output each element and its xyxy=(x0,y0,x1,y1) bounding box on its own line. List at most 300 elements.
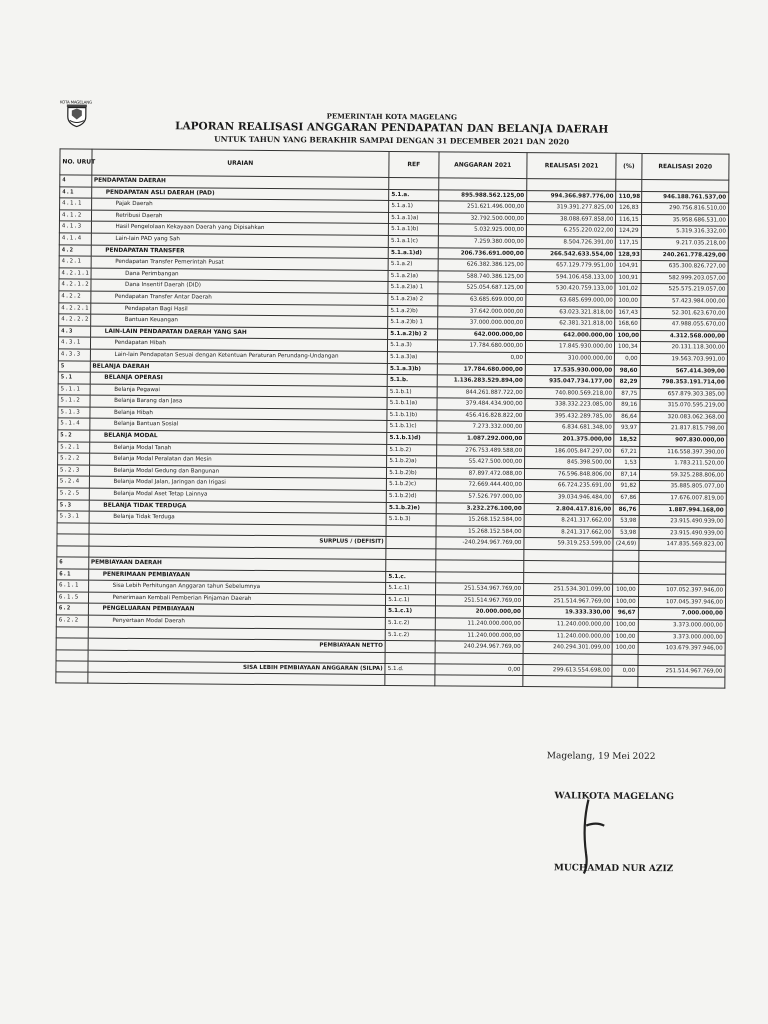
row-no: 5 xyxy=(58,360,90,372)
row-realisasi-2021: 657.129.779.951,00 xyxy=(526,260,615,272)
signature-place-date: Magelang, 19 Mei 2022 xyxy=(546,751,656,763)
row-realisasi-2020: 567.414.309,00 xyxy=(640,365,727,377)
row-anggaran-2021 xyxy=(435,549,523,561)
row-realisasi-2021: 310.000.000,00 xyxy=(525,352,614,364)
row-realisasi-2020 xyxy=(641,179,728,191)
row-ref: 5.1.a.2) xyxy=(388,259,438,271)
row-no: 5.3.1 xyxy=(57,511,89,523)
row-uraian: Pajak Daerah xyxy=(91,198,389,212)
row-uraian: Hasil Pengelolaan Kekayaan Daerah yang Dipisahkan xyxy=(91,222,389,236)
row-percent: 126,83 xyxy=(616,202,641,214)
row-ref: 5.1.c.1) xyxy=(386,606,436,618)
row-realisasi-2021: 8.504.726.391,00 xyxy=(526,237,615,249)
row-percent: 117,15 xyxy=(616,237,641,249)
row-anggaran-2021 xyxy=(435,571,523,583)
row-anggaran-2021: -240.294.967.769,00 xyxy=(436,537,524,549)
row-no: 5.2.1 xyxy=(58,442,90,454)
row-realisasi-2021: 11.240.000.000,00 xyxy=(523,630,612,642)
row-realisasi-2021: 63.023.321.818,00 xyxy=(526,306,615,318)
row-anggaran-2021: 206.736.691.000,00 xyxy=(438,247,526,259)
row-realisasi-2021: 994.366.987.776,00 xyxy=(527,190,616,202)
row-realisasi-2020: 23.915.490.939,00 xyxy=(639,527,726,539)
row-anggaran-2021: 63.685.699.000,00 xyxy=(437,294,525,306)
row-percent: 101,02 xyxy=(615,284,640,296)
row-ref: 5.1.b.1) xyxy=(387,386,437,398)
row-anggaran-2021: 1.136.283.529.894,00 xyxy=(437,375,525,387)
row-realisasi-2021: 8.241.317.662,00 xyxy=(524,526,613,538)
row-ref: 5.1.a.2)a) 1 xyxy=(388,282,438,294)
row-no: 5.2.5 xyxy=(57,488,89,500)
row-realisasi-2020: 3.373.000.000,00 xyxy=(638,619,725,631)
row-realisasi-2020: 147.835.569.823,00 xyxy=(639,539,726,551)
row-realisasi-2021: 66.724.235.691,00 xyxy=(524,480,613,492)
row-realisasi-2020: 21.817.815.798,00 xyxy=(639,423,726,435)
row-percent xyxy=(616,179,641,191)
row-ref: 5.1.a.1)d) xyxy=(388,247,438,259)
row-uraian: Dana Insentif Daerah (DID) xyxy=(90,279,388,293)
row-percent: 18,52 xyxy=(614,434,639,446)
row-no: 4.3 xyxy=(59,326,91,338)
row-ref: 5.1.b.1)b) xyxy=(387,409,437,421)
row-anggaran-2021: 276.753.489.588,00 xyxy=(436,445,524,457)
row-realisasi-2020: 5.319.316.332,00 xyxy=(641,226,728,238)
row-anggaran-2021 xyxy=(435,653,523,665)
emblem-caption: KOTA MAGELANG xyxy=(59,99,92,105)
row-realisasi-2021: 251.514.967.769,00 xyxy=(523,595,612,607)
row-anggaran-2021: 3.232.276.100,00 xyxy=(436,502,524,514)
row-realisasi-2021 xyxy=(523,653,612,665)
row-uraian: Retribusi Daerah xyxy=(91,210,389,224)
row-percent: 98,60 xyxy=(615,365,640,377)
row-anggaran-2021: 11.240.000.000,00 xyxy=(435,629,523,641)
row-ref: 5.1.a.1)b) xyxy=(389,224,439,236)
row-realisasi-2021: 642.000.000,00 xyxy=(526,329,615,341)
row-percent xyxy=(612,654,637,665)
row-uraian: Pendapatan Transfer Pemerintah Pusat xyxy=(91,256,389,270)
row-no: 4.2.2 xyxy=(59,291,91,303)
row-realisasi-2020: 107.052.397.946,00 xyxy=(638,585,725,597)
row-no: 5.2 xyxy=(58,430,90,442)
row-ref: 5.1.b.2)d) xyxy=(386,491,436,503)
row-realisasi-2020: 23.915.490.939,00 xyxy=(639,516,726,528)
row-percent: 87,75 xyxy=(614,388,639,400)
report-title: LAPORAN REALISASI ANGGARAN PENDAPATAN DAN BELANJA DAERAH xyxy=(175,120,609,136)
row-realisasi-2020: 525.575.219.057,00 xyxy=(641,284,728,296)
report-org: PEMERINTAH KOTA MAGELANG xyxy=(326,111,458,122)
row-realisasi-2020: 315.070.595.219,00 xyxy=(640,400,727,412)
row-no: 4.2.1.1 xyxy=(59,268,91,280)
row-no: 4.1.2 xyxy=(59,210,91,222)
row-no: 4.2.1.2 xyxy=(59,279,91,291)
row-ref xyxy=(386,559,436,571)
col-header-no: NO. URUT xyxy=(60,149,92,175)
row-ref xyxy=(386,525,436,537)
row-realisasi-2020: 35.885.805.077,00 xyxy=(639,481,726,493)
row-no: 6.1.5 xyxy=(56,592,88,604)
row-realisasi-2020: 657.879.303.385,00 xyxy=(640,388,727,400)
row-realisasi-2020 xyxy=(638,654,725,666)
row-realisasi-2021: 59.319.253.599,00 xyxy=(524,538,613,550)
row-uraian: Belanja Barang dan Jasa xyxy=(90,395,388,409)
row-realisasi-2021: 63.685.699.000,00 xyxy=(526,294,615,306)
row-uraian: Penerimaan Kembali Pemberian Pinjaman Daerah xyxy=(88,592,386,606)
row-no: 4.1.3 xyxy=(59,221,91,233)
row-ref: 5.1.a.1)c) xyxy=(389,235,439,247)
row-uraian: BELANJA TIDAK TERDUGA xyxy=(89,500,387,514)
row-uraian: Pendapatan Bagi Hasil xyxy=(90,303,388,317)
row-ref xyxy=(386,548,436,559)
row-percent: 100,00 xyxy=(613,584,638,596)
row-no: 6.1.1 xyxy=(57,580,89,592)
row-anggaran-2021: 32.792.500.000,00 xyxy=(438,213,526,225)
row-realisasi-2021: 186.005.847.297,00 xyxy=(525,445,614,457)
row-no xyxy=(57,523,89,535)
row-percent: 128,93 xyxy=(616,249,641,261)
row-percent: 110,98 xyxy=(616,191,641,203)
row-percent: 0,00 xyxy=(612,665,637,677)
row-no: 6.2.2 xyxy=(56,615,88,627)
row-anggaran-2021: 895.988.562.125,00 xyxy=(438,189,526,201)
row-ref: 5.1.c.2) xyxy=(386,617,436,629)
row-anggaran-2021: 844.261.887.722,00 xyxy=(437,387,525,399)
row-anggaran-2021: 240.294.967.769,00 xyxy=(435,641,523,653)
row-percent: 89,16 xyxy=(614,400,639,412)
row-anggaran-2021: 57.526.797.000,00 xyxy=(436,491,524,503)
row-uraian: PENDAPATAN DAERAH xyxy=(91,175,389,189)
row-realisasi-2021: 11.240.000.000,00 xyxy=(523,619,612,631)
row-uraian: Sisa Lebih Perhitungan Anggaran tahun Sebelumnya xyxy=(88,580,386,594)
row-realisasi-2021: 17.845.930.000,00 xyxy=(525,341,614,353)
row-ref: 5.1.a.2)b) 2 xyxy=(388,328,438,340)
row-uraian: Belanja Modal Tanah xyxy=(89,442,387,456)
row-realisasi-2020: 635.300.826.727,00 xyxy=(641,261,728,273)
row-ref: 5.1.a.1)a) xyxy=(389,212,439,224)
row-anggaran-2021: 37.642.000.000,00 xyxy=(437,305,525,317)
row-percent xyxy=(613,550,638,561)
row-percent: 87,14 xyxy=(614,469,639,481)
row-no: 4.3.3 xyxy=(58,349,90,361)
row-anggaran-2021: 626.382.386.125,00 xyxy=(438,259,526,271)
row-realisasi-2021: 8.241.317.662,00 xyxy=(524,515,613,527)
row-ref xyxy=(385,652,435,663)
row-ref: 5.1.a. xyxy=(389,189,439,201)
row-no: 5.2.2 xyxy=(58,453,90,465)
row-no: 6.2 xyxy=(56,603,88,615)
row-realisasi-2020: 17.676.007.819,00 xyxy=(639,492,726,504)
row-realisasi-2021: 17.535.930.000,00 xyxy=(525,364,614,376)
row-uraian: Belanja Modal Gedung dan Bangunan xyxy=(89,465,387,479)
row-realisasi-2020 xyxy=(638,573,725,585)
row-uraian: Belanja Pegawai xyxy=(90,384,388,398)
row-realisasi-2021 xyxy=(523,676,612,688)
row-percent: 100,00 xyxy=(615,330,640,342)
row-ref: 5.1.b.2)c) xyxy=(387,479,437,491)
row-no xyxy=(56,672,88,683)
row-anggaran-2021: 251.514.967.769,00 xyxy=(435,595,523,607)
row-realisasi-2020 xyxy=(638,561,725,573)
row-realisasi-2020: 1.887.994.168,00 xyxy=(639,504,726,516)
row-ref: 5.1.b.2)a) xyxy=(387,456,437,468)
row-no: 5.2.3 xyxy=(57,465,89,477)
row-anggaran-2021 xyxy=(435,560,523,572)
row-percent xyxy=(613,561,638,573)
row-uraian: BELANJA MODAL xyxy=(89,430,387,444)
row-realisasi-2021: 240.294.301.099,00 xyxy=(523,642,612,654)
row-anggaran-2021: 0,00 xyxy=(437,352,525,364)
row-uraian: PENDAPATAN ASLI DAERAH (PAD) xyxy=(91,187,389,201)
row-realisasi-2021: 76.596.848.806,00 xyxy=(524,468,613,480)
row-no: 5.1.2 xyxy=(58,395,90,407)
row-anggaran-2021: 379.484.434.900,00 xyxy=(437,398,525,410)
row-realisasi-2020: 582.999.203.057,00 xyxy=(641,272,728,284)
row-anggaran-2021: 642.000.000,00 xyxy=(437,329,525,341)
row-percent: 124,29 xyxy=(616,226,641,238)
row-ref: 5.1.a.2)a) xyxy=(388,270,438,282)
row-realisasi-2020: 907.830.000,00 xyxy=(639,435,726,447)
row-realisasi-2021: 62.381.321.818,00 xyxy=(526,318,615,330)
row-ref: 5.1.c.1) xyxy=(386,583,436,595)
row-realisasi-2021: 38.088.697.858,00 xyxy=(526,213,615,225)
row-anggaran-2021: 0,00 xyxy=(435,664,523,676)
row-ref xyxy=(385,641,435,653)
row-anggaran-2021: 588.740.386.125,00 xyxy=(438,271,526,283)
row-anggaran-2021: 17.784.680.000,00 xyxy=(437,363,525,375)
row-uraian: Belanja Modal Jalan, Jaringan dan Irigasi xyxy=(89,477,387,491)
row-uraian: BELANJA DAERAH xyxy=(90,361,388,375)
row-realisasi-2021: 251.534.301.099,00 xyxy=(524,584,613,596)
row-realisasi-2020: 251.514.967.769,00 xyxy=(638,665,725,677)
row-anggaran-2021: 5.032.925.000,00 xyxy=(438,224,526,236)
row-ref: 5.1.b.2) xyxy=(387,444,437,456)
row-uraian: Dana Perimbangan xyxy=(91,268,389,282)
row-ref xyxy=(389,177,439,189)
row-realisasi-2021: 299.613.554.698,00 xyxy=(523,664,612,676)
row-realisasi-2020: 35.958.686.531,00 xyxy=(641,214,728,226)
row-percent: 100,91 xyxy=(615,272,640,284)
row-uraian: PEMBIAYAAN DAERAH xyxy=(88,557,386,571)
row-uraian: PENERIMAAN PEMBIAYAAN xyxy=(88,569,386,583)
row-no xyxy=(57,546,89,557)
row-realisasi-2020: 240.261.778.429,00 xyxy=(641,249,728,261)
row-realisasi-2020: 19.563.703.991,00 xyxy=(640,353,727,365)
col-header-realisasi-2021: REALISASI 2021 xyxy=(527,153,617,180)
row-realisasi-2020: 59.325.288.806,00 xyxy=(639,469,726,481)
row-percent: 168,60 xyxy=(615,318,640,330)
row-percent: 167,43 xyxy=(615,307,640,319)
row-anggaran-2021 xyxy=(438,178,526,190)
row-uraian: Belanja Hibah xyxy=(89,407,387,421)
row-percent: 1,53 xyxy=(614,458,639,470)
col-header-realisasi-2020: REALISASI 2020 xyxy=(641,153,729,180)
row-no: 4.1.1 xyxy=(60,198,92,210)
signature-title: WALIKOTA MAGELANG xyxy=(554,791,675,803)
row-uraian: SURPLUS / (DEFISIT) xyxy=(88,535,386,549)
row-realisasi-2020: 20.131.118.300,00 xyxy=(640,342,727,354)
row-anggaran-2021: 11.240.000.000,00 xyxy=(435,618,523,630)
row-realisasi-2020 xyxy=(637,677,724,689)
row-realisasi-2021: 2.804.417.816,00 xyxy=(524,503,613,515)
row-ref: 5.1.b. xyxy=(387,375,437,387)
row-percent: 93,97 xyxy=(614,423,639,435)
row-percent: 91,82 xyxy=(614,481,639,493)
row-no xyxy=(57,534,89,546)
row-realisasi-2021: 338.332.223.085,00 xyxy=(525,399,614,411)
row-percent: 116,15 xyxy=(616,214,641,226)
row-anggaran-2021: 20.000.000,00 xyxy=(435,606,523,618)
row-percent: 0,00 xyxy=(615,353,640,365)
row-no: 4.2.1 xyxy=(59,256,91,268)
row-percent: 100,00 xyxy=(613,631,638,643)
row-percent: 53,98 xyxy=(613,527,638,539)
row-anggaran-2021: 456.416.828.822,00 xyxy=(437,410,525,422)
row-no: 5.1.4 xyxy=(58,418,90,430)
row-uraian: BELANJA OPERASI xyxy=(90,372,388,386)
row-uraian: Bantuan Keuangan xyxy=(90,314,388,328)
row-realisasi-2020: 9.217.035.218,00 xyxy=(641,237,728,249)
row-ref: 5.1.b.1)d) xyxy=(387,433,437,445)
row-realisasi-2020: 3.373.000.000,00 xyxy=(638,631,725,643)
row-realisasi-2020: 103.679.397.946,00 xyxy=(638,643,725,655)
row-anggaran-2021: 251.534.967.769,00 xyxy=(435,583,523,595)
row-anggaran-2021: 525.054.687.125,00 xyxy=(438,282,526,294)
row-realisasi-2021: 201.375.000,00 xyxy=(525,434,614,446)
row-percent: 100,00 xyxy=(613,596,638,608)
row-realisasi-2021: 319.391.277.825,00 xyxy=(527,202,616,214)
row-realisasi-2021: 39.034.946.484,00 xyxy=(524,492,613,504)
row-no: 5.1 xyxy=(58,372,90,384)
row-ref: 5.1.a.3)a) xyxy=(388,351,438,363)
row-realisasi-2020 xyxy=(638,550,725,562)
row-anggaran-2021: 7.259.380.000,00 xyxy=(438,236,526,248)
row-percent: 100,00 xyxy=(612,642,637,654)
row-ref: 5.1.c. xyxy=(386,571,436,583)
row-no: 4.2.2.2 xyxy=(59,314,91,326)
row-anggaran-2021: 55.427.500.000,00 xyxy=(436,456,524,468)
row-anggaran-2021: 72.669.444.400,00 xyxy=(436,479,524,491)
row-realisasi-2020: 290.756.816.510,00 xyxy=(641,203,728,215)
row-no xyxy=(56,638,88,650)
row-no xyxy=(56,661,88,673)
row-uraian: Lain-lain Pendapatan Sesuai dengan Ketentuan Peraturan Perundang-Undangan xyxy=(90,349,388,363)
row-realisasi-2021: 935.047.734.177,00 xyxy=(525,376,614,388)
row-no xyxy=(56,650,88,661)
row-uraian: Belanja Modal Peralatan dan Mesin xyxy=(89,453,387,467)
row-percent: 67,86 xyxy=(614,492,639,504)
row-realisasi-2021: 6.255.220.022,00 xyxy=(526,225,615,237)
row-percent: 100,00 xyxy=(615,295,640,307)
col-header-anggaran-2021: ANGGARAN 2021 xyxy=(438,152,527,179)
budget-realization-table xyxy=(55,148,729,689)
row-realisasi-2020: 107.045.397.946,00 xyxy=(638,596,725,608)
row-no: 4.2.2.1 xyxy=(59,302,91,314)
row-percent: 100,00 xyxy=(613,619,638,631)
row-uraian: Belanja Bantuan Sosial xyxy=(89,419,387,433)
row-anggaran-2021: 251.621.496.000,00 xyxy=(438,201,526,213)
row-ref: 5.1.a.2)b) xyxy=(388,305,438,317)
row-ref xyxy=(386,537,436,549)
row-realisasi-2020: 4.312.568.000,00 xyxy=(640,330,727,342)
row-percent: 53,98 xyxy=(613,515,638,527)
row-percent: 82,29 xyxy=(615,376,640,388)
row-anggaran-2021: 7.273.332.000,00 xyxy=(436,421,524,433)
row-uraian: PENGELUARAN PEMBIAYAAN xyxy=(88,604,386,618)
row-uraian: Pendapatan Transfer Antar Daerah xyxy=(90,291,388,305)
row-anggaran-2021 xyxy=(434,675,522,687)
col-header-uraian: URAIAN xyxy=(91,149,389,177)
row-percent xyxy=(613,573,638,585)
row-realisasi-2020: 798.353.191.714,00 xyxy=(640,377,727,389)
row-no: 5.1.3 xyxy=(58,407,90,419)
row-uraian xyxy=(87,672,385,685)
report-subtitle: UNTUK TAHUN YANG BERAKHIR SAMPAI DENGAN 31 DECEMBER 2021 DAN 2020 xyxy=(214,134,570,147)
row-realisasi-2021 xyxy=(524,550,613,562)
row-ref xyxy=(385,675,435,686)
col-header-ref: REF xyxy=(389,151,439,177)
row-realisasi-2020: 47.988.055.670,00 xyxy=(640,319,727,331)
row-ref: 5.1.a.2)a) 2 xyxy=(388,293,438,305)
row-ref: 5.1.a.1) xyxy=(389,201,439,213)
row-uraian: PENDAPATAN TRANSFER xyxy=(91,245,389,259)
row-ref: 5.1.a.3)b) xyxy=(387,363,437,375)
row-uraian: Belanja Tidak Terduga xyxy=(89,511,387,525)
row-anggaran-2021: 37.000.000.000,00 xyxy=(437,317,525,329)
row-realisasi-2020: 7.000.000,00 xyxy=(638,608,725,620)
row-ref: 5.1.a.3) xyxy=(388,340,438,352)
row-anggaran-2021: 1.087.292.000,00 xyxy=(436,433,524,445)
row-uraian: Pendapatan Hibah xyxy=(90,337,388,351)
row-no: 6 xyxy=(57,557,89,569)
row-anggaran-2021: 15.268.152.584,00 xyxy=(436,526,524,538)
row-realisasi-2021 xyxy=(524,572,613,584)
row-no: 6.1 xyxy=(57,568,89,580)
row-no: 4.1.4 xyxy=(59,233,91,245)
row-realisasi-2021 xyxy=(524,561,613,573)
row-realisasi-2021: 266.542.633.554,00 xyxy=(526,248,615,260)
row-realisasi-2021: 19.333.330,00 xyxy=(523,607,612,619)
row-percent xyxy=(612,677,637,688)
row-ref: 5.1.b.3) xyxy=(386,514,436,526)
row-percent: 96,67 xyxy=(613,608,638,620)
row-realisasi-2021: 845.398.500,00 xyxy=(525,457,614,469)
row-no: 4.1 xyxy=(60,186,92,198)
row-anggaran-2021: 15.268.152.584,00 xyxy=(436,514,524,526)
row-realisasi-2021: 530.420.759.133,00 xyxy=(526,283,615,295)
row-percent: 86,64 xyxy=(614,411,639,423)
row-uraian: PEMBIAYAAN NETTO xyxy=(88,638,386,652)
row-uraian: SISA LEBIH PEMBIAYAAN ANGGARAN (SILPA) xyxy=(87,661,385,675)
row-realisasi-2021: 740.800.569.218,00 xyxy=(525,387,614,399)
row-percent: 100,34 xyxy=(615,342,640,354)
row-ref: 5.1.d. xyxy=(385,663,435,675)
row-ref: 5.1.a.2)b) 1 xyxy=(388,317,438,329)
row-percent: 67,21 xyxy=(614,446,639,458)
row-percent: 86,76 xyxy=(614,504,639,516)
row-anggaran-2021: 17.784.680.000,00 xyxy=(437,340,525,352)
signature-name: MUCHAMAD NUR AZIZ xyxy=(553,863,674,875)
row-realisasi-2020: 57.423.984.000,00 xyxy=(640,295,727,307)
row-uraian: Penyertaan Modal Daerah xyxy=(88,615,386,629)
row-no: 4.2 xyxy=(59,244,91,256)
row-realisasi-2021 xyxy=(527,179,616,191)
report-sheet xyxy=(45,89,732,989)
row-realisasi-2020: 320.083.062.368,00 xyxy=(640,411,727,423)
row-ref: 5.1.b.2)e) xyxy=(386,502,436,514)
row-realisasi-2020: 116.558.397.390,00 xyxy=(639,446,726,458)
col-header-percent: (%) xyxy=(616,153,641,179)
row-realisasi-2020: 52.301.623.670,00 xyxy=(640,307,727,319)
row-percent: (24,69) xyxy=(613,539,638,551)
row-no: 5.1.1 xyxy=(58,384,90,396)
